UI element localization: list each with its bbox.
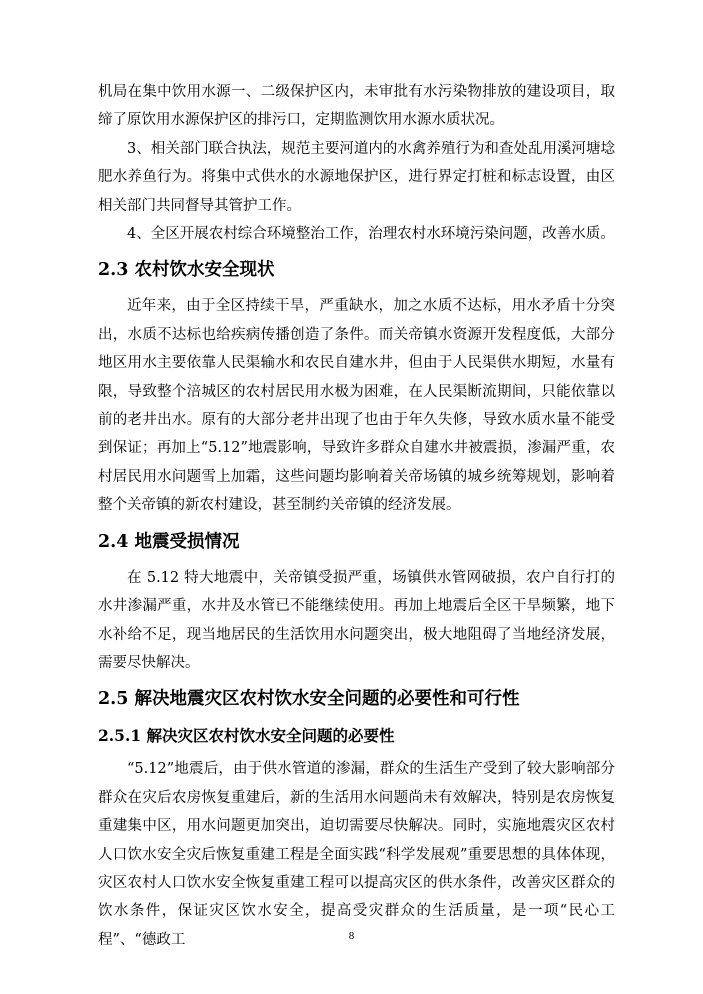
page-number: 8 <box>348 930 355 942</box>
paragraph-2-5-1: “5.12”地震后，由于供水管道的渗漏，群众的生活生产受到了较大影响部分群众在灾后农房恢复重建后，新的生活用水问题尚未有效解决，特别是农房恢复重建集中区，用水问题更加突出，迫切需要尽快解决。同时，实施地震灾区农村人口饮水安全灾后恢复重建工程是全面实践“科学发展观”重要思想的具体体现，灾区农村人口饮水安全恢复重建工程可以提高灾区的供水条件，改善灾区群众的饮水条件，保证灾区饮水安全，提高受灾群众的生活质量，是一项“民心工程”、“德政工 <box>98 761 615 948</box>
heading-2-4: 2.4 地震受损情况 <box>98 531 240 552</box>
paragraph-2-4: 在 5.12 特大地震中，关帝镇受损严重，场镇供水管网破损，农户自行打的水井渗漏严重，水井及水管已不能继续使用。再加上地震后全区干旱频繁，地下水补给不足，现当地居民的生活饮用水问题突出，极大地阻碍了当地经济发展，需要尽快解决。 <box>98 569 615 671</box>
paragraph-2-3: 近年来，由于全区持续干旱，严重缺水，加之水质不达标，用水矛盾十分突出，水质不达标也给疾病传播创造了条件。而关帝镇水资源开发程度低，大部分地区用水主要依靠人民渠输水和农民自建水井，但由于人民渠供水期短，水量有限，导致整个涪城区的农村居民用水极为困难，在人民渠断流期间，只能依靠以前的老井出水。原有的大部分老井出现了也由于年久失修，导致水质水量不能受到保证；再加上“5.12”地震影响，导致许多群众自建水井被震损，渗漏严重，农村居民用水问题雪上加霜，这些问题均影响着关帝场镇的城乡统筹规划，影响着整个关帝镇的新农村建设，甚至制约关帝镇的经济发展。 <box>98 298 615 514</box>
paragraph-continued: 机局在集中饮用水源一、二级保护区内，未审批有水污染物排放的建设项目，取缔了原饮用水源保护区的排污口，定期监测饮用水源水质状况。 <box>98 84 615 129</box>
paragraph-item-4: 4、全区开展农村综合环境整治工作，治理农村水环境污染问题，改善水质。 <box>127 226 615 243</box>
heading-2-5-1: 2.5.1 解决灾区农村饮水安全问题的必要性 <box>98 726 395 746</box>
page-content <box>98 78 615 954</box>
paragraph-item-3: 3、相关部门联合执法，规范主要河道内的水禽养殖行为和查处乱用溪河塘埝肥水养鱼行为。将集中式供水的水源地保护区，进行界定打桩和标志设置，由区相关部门共同督导其管护工作。 <box>98 140 615 214</box>
heading-2-3: 2.3 农村饮水安全现状 <box>98 260 275 281</box>
heading-2-5: 2.5 解决地震灾区农村饮水安全问题的必要性和可行性 <box>98 689 520 710</box>
